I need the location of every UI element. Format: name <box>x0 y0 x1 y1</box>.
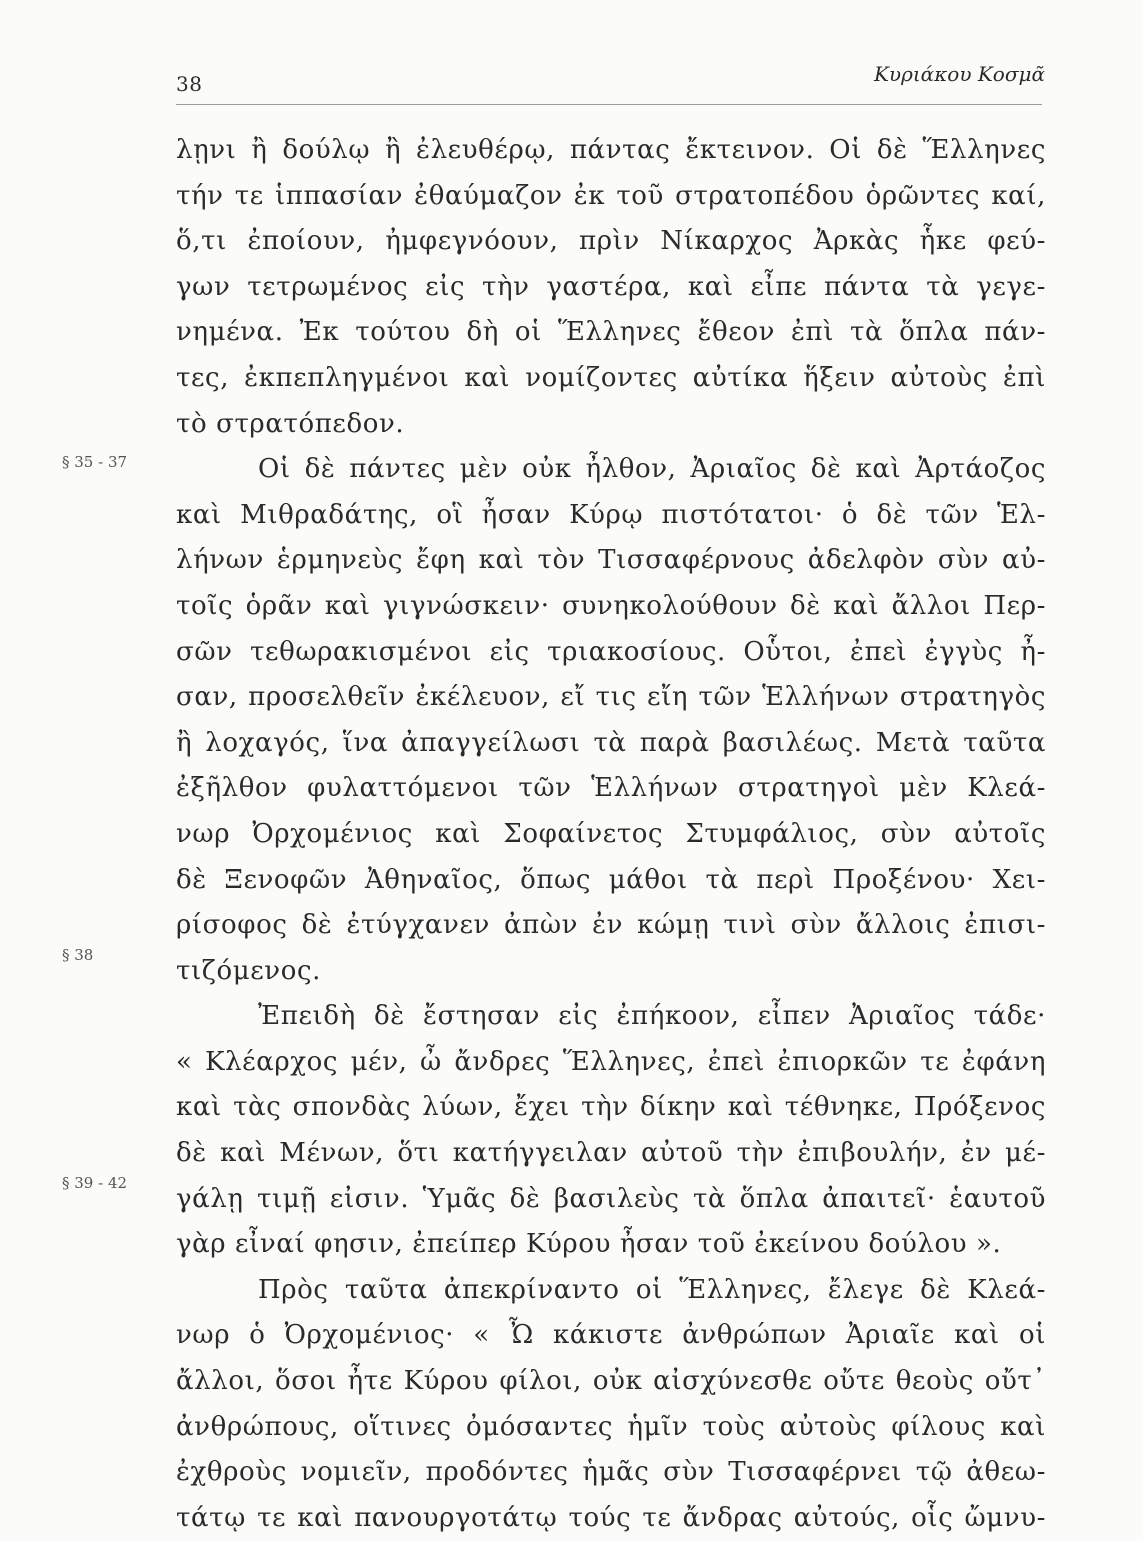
margin-ref: § 38 <box>62 946 94 964</box>
text-line: Πρὸς ταῦτα ἀπεκρίναντο οἱ Ἕλληνες, ἔλεγε δὲ Κλεά- <box>258 1274 1046 1305</box>
text-line: « Κλέαρχος μέν, ὦ ἄνδρες Ἕλληνες, ἐπεὶ ἐπιορκῶν τε ἐφάνη <box>176 1046 1046 1077</box>
text-line: τες, ἐκπεπληγμένοι καὶ νομίζοντες αὐτίκα ἥξειν αὐτοὺς ἐπὶ <box>176 362 1046 393</box>
text-line: τιζόμενος. <box>176 955 321 986</box>
text-line: καὶ τὰς σπονδὰς λύων, ἔχει τὴν δίκην καὶ τέθνηκε, Πρόξενος <box>176 1092 1046 1123</box>
text-line: νωρ ὁ Ὀρχομένιος· « Ὦ κάκιστε ἀνθρώπων Ἀριαῖε καὶ οἱ <box>176 1320 1046 1351</box>
text-line: λῃνι ἢ δούλῳ ἢ ἐλευθέρῳ, πάντας ἔκτεινον. Οἱ δὲ Ἕλληνες <box>176 135 1046 165</box>
text-line: ἄλλοι, ὅσοι ἦτε Κύρου φίλοι, οὐκ αἰσχύνεσθε οὔτε θεοὺς οὔτ᾽ <box>176 1366 1046 1397</box>
text-line: Ἐπειδὴ δὲ ἔστησαν εἰς ἐπήκοον, εἶπεν Ἀριαῖος τάδε· <box>258 1001 1046 1032</box>
text-line: γὰρ εἶναί φησιν, ἐπείπερ Κύρου ἦσαν τοῦ ἐκείνου δούλου ». <box>176 1229 1002 1260</box>
text-line: ἢ λοχαγός, ἵνα ἀπαγγείλωσι τὰ παρὰ βασιλέως. Μετὰ ταῦτα <box>176 727 1046 758</box>
text-line: δὲ Ξενοφῶν Ἀθηναῖος, ὅπως μάθοι τὰ περὶ Προξένου· Χει- <box>176 864 1046 895</box>
text-line: καὶ Μιθραδάτης, οἳ ἦσαν Κύρῳ πιστότατοι· ὁ δὲ τῶν Ἑλ- <box>176 499 1046 530</box>
text-line: τάτῳ τε καὶ πανουργοτάτῳ τούς τε ἄνδρας αὐτούς, οἷς ὤμνυ- <box>176 1502 1046 1533</box>
text-line: ἀνθρώπους, οἵτινες ὀμόσαντες ἡμῖν τοὺς αὐτοὺς φίλους καὶ <box>176 1411 1046 1442</box>
margin-ref: § 35 - 37 <box>62 453 128 471</box>
text-line: ἐχθροὺς νομιεῖν, προδόντες ἡμᾶς σὺν Τισσαφέρνει τῷ ἀθεω- <box>176 1457 1046 1488</box>
text-line: νημένα. Ἐκ τούτου δὴ οἱ Ἕλληνες ἔθεον ἐπὶ τὰ ὅπλα πάν- <box>176 317 1046 348</box>
running-head: Κυριάκου Κοσμᾶ <box>873 62 1045 86</box>
text-line: ρίσοφος δὲ ἐτύγχανεν ἀπὼν ἐν κώμῃ τινὶ σὺν ἄλλοις ἐπισι- <box>176 910 1046 941</box>
body-text <box>176 128 1046 1541</box>
text-line: τὸ στρατόπεδον. <box>176 408 405 439</box>
page-number: 38 <box>176 72 203 96</box>
margin-ref: § 39 - 42 <box>62 1174 128 1192</box>
text-line: ὅ,τι ἐποίουν, ἠμφεγνόουν, πρὶν Νίκαρχος Ἀρκὰς ἧκε φεύ- <box>176 226 1046 257</box>
text-line: γάλῃ τιμῇ εἰσιν. Ὑμᾶς δὲ βασιλεὺς τὰ ὅπλα ἀπαιτεῖ· ἑαυτοῦ <box>176 1183 1046 1214</box>
header-rule <box>176 104 1042 105</box>
text-line: ἐξῆλθον φυλαττόμενοι τῶν Ἑλλήνων στρατηγοὶ μὲν Κλεά- <box>176 773 1046 804</box>
text-line: γων τετρωμένος εἰς τὴν γαστέρα, καὶ εἶπε πάντα τὰ γεγε- <box>176 271 1046 302</box>
text-line: Οἱ δὲ πάντες μὲν οὐκ ἦλθον, Ἀριαῖος δὲ καὶ Ἀρτάοζος <box>258 454 1046 485</box>
text-line: λήνων ἑρμηνεὺς ἔφη καὶ τὸν Τισσαφέρνους ἀδελφὸν σὺν αὐ- <box>176 545 1046 576</box>
text-line: σαν, προσελθεῖν ἐκέλευον, εἴ τις εἴη τῶν Ἑλλήνων στρατηγὸς <box>176 682 1046 713</box>
text-line: σῶν τεθωρακισμένοι εἰς τριακοσίους. Οὗτοι, ἐπεὶ ἐγγὺς ἦ- <box>176 636 1046 667</box>
text-line: νωρ Ὀρχομένιος καὶ Σοφαίνετος Στυμφάλιος, σὺν αὐτοῖς <box>176 818 1046 849</box>
text-line: τοῖς ὁρᾶν καὶ γιγνώσκειν· συνηκολούθουν δὲ καὶ ἄλλοι Περ- <box>176 590 1046 621</box>
text-line: τήν τε ἱππασίαν ἐθαύμαζον ἐκ τοῦ στρατοπέδου ὁρῶντες καί, <box>176 180 1046 211</box>
text-line: δὲ καὶ Μένων, ὅτι κατήγγειλαν αὐτοῦ τὴν ἐπιβουλήν, ἐν μέ- <box>176 1138 1046 1169</box>
